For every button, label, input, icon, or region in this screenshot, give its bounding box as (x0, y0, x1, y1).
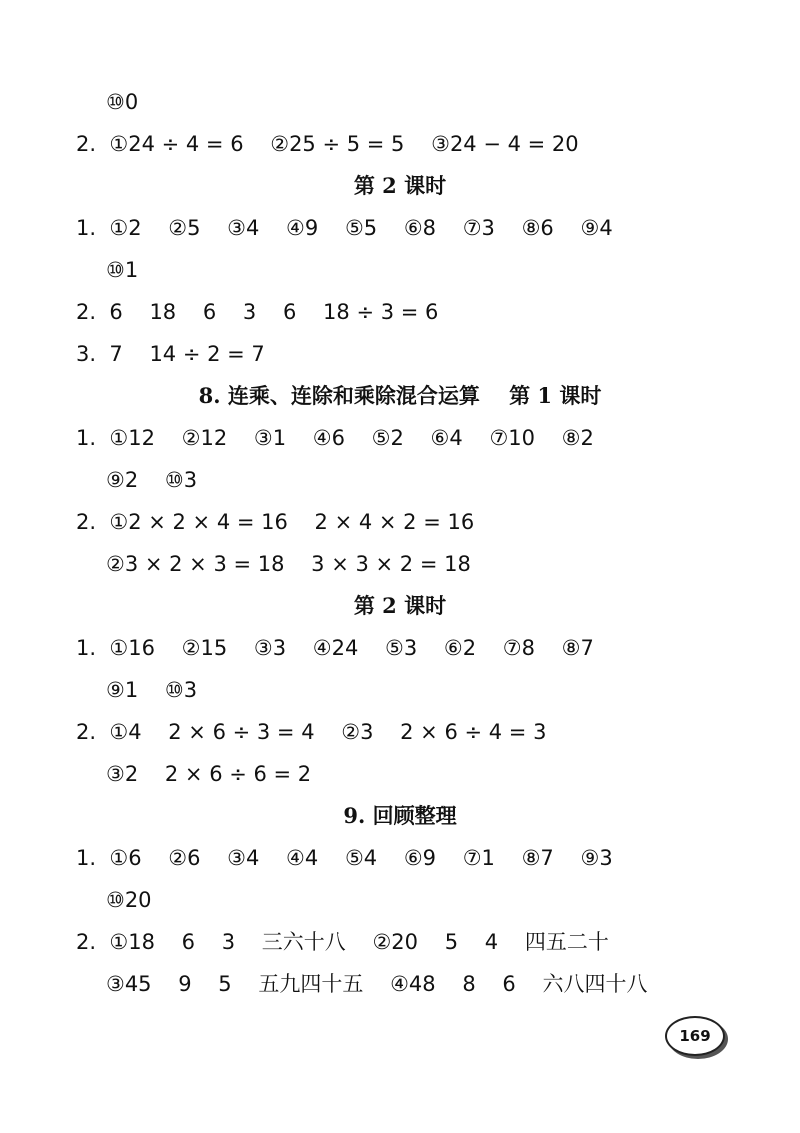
page-number-badge (665, 1016, 725, 1056)
answer-line: 2. 6 18 6 3 6 18 ÷ 3 = 6 (76, 300, 439, 324)
section-heading: 9. 回顾整理 (343, 803, 457, 828)
section-heading: 第 2 课时 (353, 173, 447, 198)
answer-line: 2. ①24 ÷ 4 = 6 ②25 ÷ 5 = 5 ③24 − 4 = 20 (76, 132, 579, 156)
answer-line: ⑩20 (106, 888, 152, 912)
answer-line: ③2 2 × 6 ÷ 6 = 2 (106, 762, 312, 786)
answer-line: 2. ①2 × 2 × 4 = 16 2 × 4 × 2 = 16 (76, 510, 475, 534)
answer-line: 1. ①12 ②12 ③1 ④6 ⑤2 ⑥4 ⑦10 ⑧2 (76, 426, 594, 450)
answer-line: ②3 × 2 × 3 = 18 3 × 3 × 2 = 18 (106, 552, 471, 576)
answer-line: ⑩1 (106, 258, 139, 282)
section-heading: 第 2 课时 (353, 593, 447, 618)
answer-line: 2. ①4 2 × 6 ÷ 3 = 4 ②3 2 × 6 ÷ 4 = 3 (76, 720, 547, 744)
answer-line: ⑨2 ⑩3 (106, 468, 198, 492)
page-number: 169 (679, 1027, 711, 1045)
answer-line: 1. ①6 ②6 ③4 ④4 ⑤4 ⑥9 ⑦1 ⑧7 ⑨3 (76, 846, 613, 870)
answer-line: ⑨1 ⑩3 (106, 678, 198, 702)
answer-line: ③45 9 5 五九四十五 ④48 8 6 六八四十八 (106, 972, 648, 996)
answer-line: 1. ①2 ②5 ③4 ④9 ⑤5 ⑥8 ⑦3 ⑧6 ⑨4 (76, 216, 613, 240)
answer-line: 2. ①18 6 3 三六十八 ②20 5 4 四五二十 (76, 930, 609, 954)
answer-line: 3. 7 14 ÷ 2 = 7 (76, 342, 265, 366)
answer-line: ⑩0 (106, 90, 139, 114)
answer-line: 1. ①16 ②15 ③3 ④24 ⑤3 ⑥2 ⑦8 ⑧7 (76, 636, 594, 660)
section-heading: 8. 连乘、连除和乘除混合运算 第 1 课时 (198, 383, 602, 408)
